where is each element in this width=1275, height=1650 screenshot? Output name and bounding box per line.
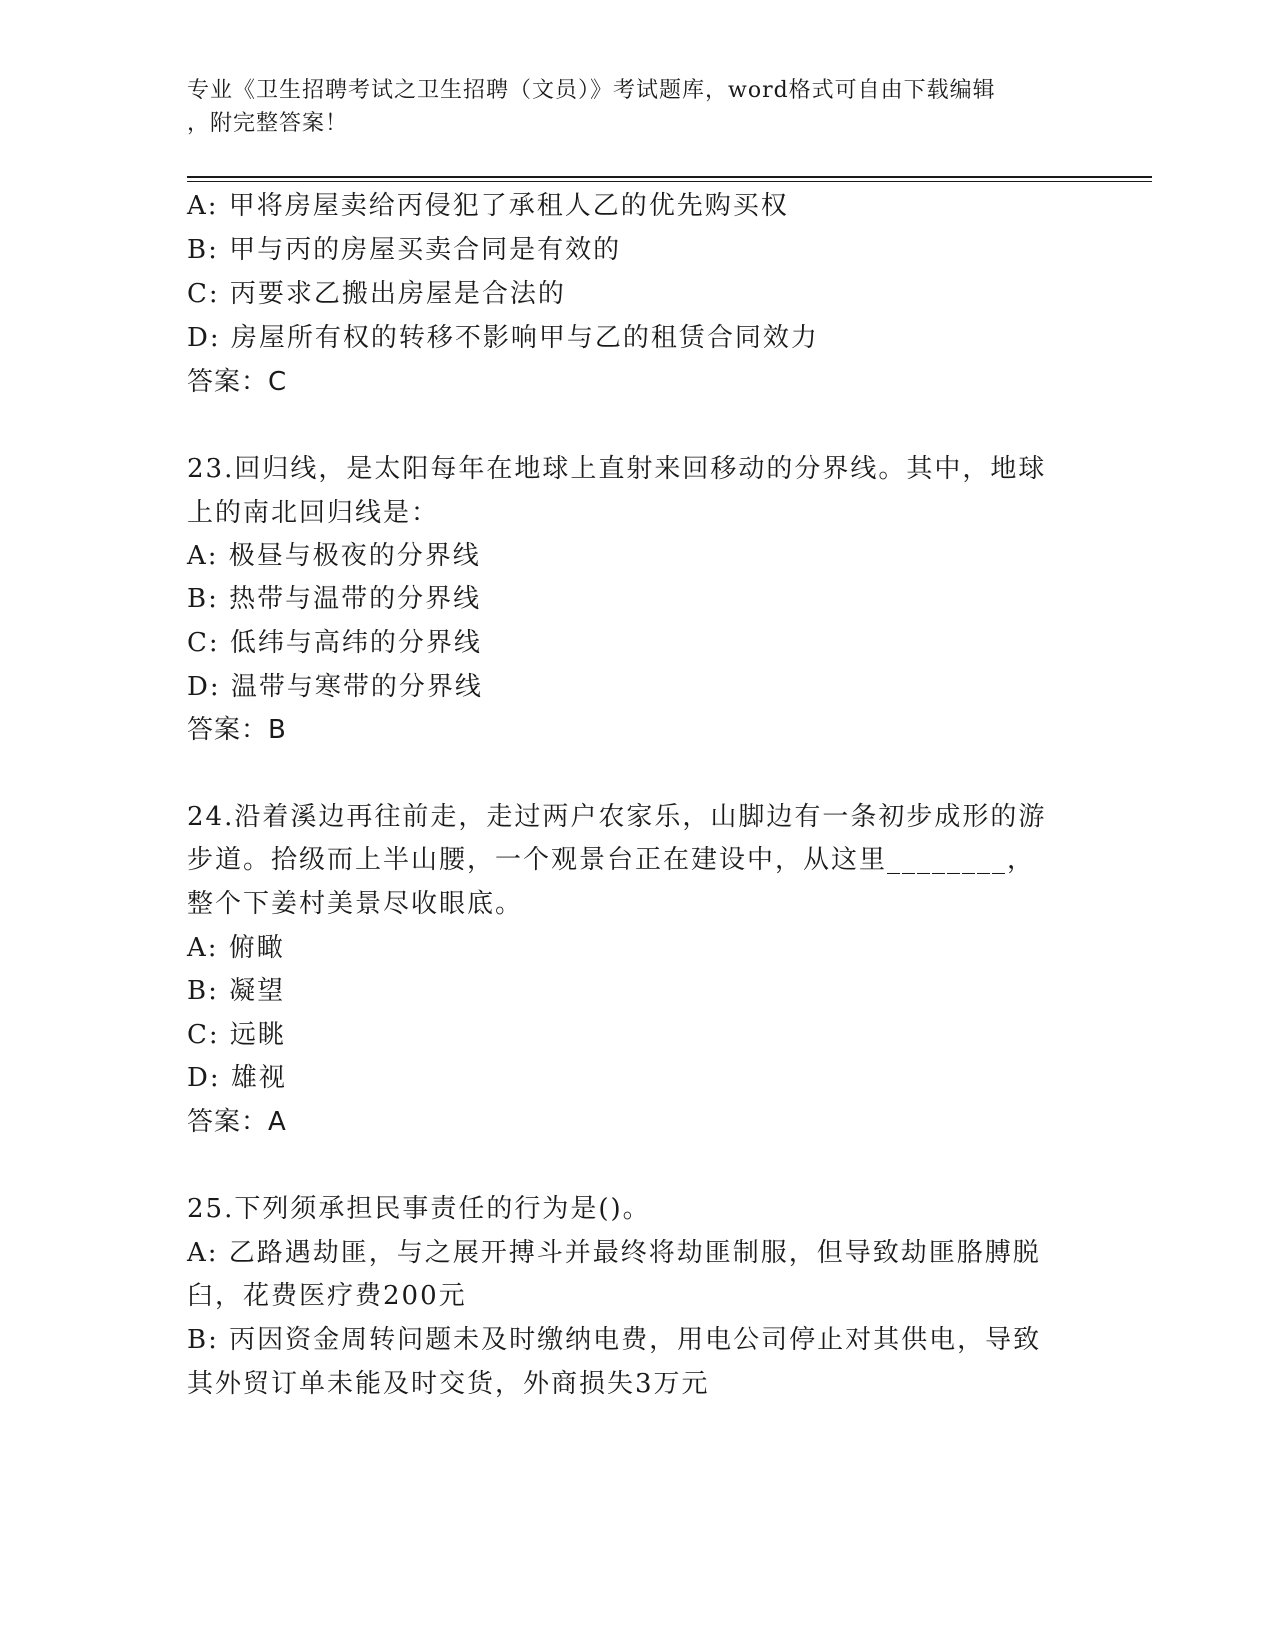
q24-option-c: C: 远眺: [187, 1020, 286, 1050]
q24-stem-line-1: 24.沿着溪边再往前走，走过两户农家乐，山脚边有一条初步成形的游: [187, 802, 1047, 832]
q24-option-a: A: 俯瞰: [187, 933, 285, 963]
q22-option-a: A: 甲将房屋卖给丙侵犯了承租人乙的优先购买权: [187, 191, 789, 221]
q23-answer: 答案：B: [187, 715, 287, 745]
q25-stem: 25.下列须承担民事责任的行为是()。: [187, 1194, 651, 1224]
q24-option-b: B: 凝望: [187, 976, 286, 1006]
q23-option-d: D: 温带与寒带的分界线: [187, 672, 483, 702]
q25-option-a-line-1: A: 乙路遇劫匪，与之展开搏斗并最终将劫匪制服，但导致劫匪胳膊脱: [187, 1238, 1041, 1268]
q22-option-b: B: 甲与丙的房屋买卖合同是有效的: [187, 235, 622, 265]
q25-option-b-line-1: B: 丙因资金周转问题未及时缴纳电费，用电公司停止对其供电，导致: [187, 1325, 1042, 1355]
q23-stem-line-2: 上的南北回归线是：: [187, 498, 440, 528]
q24-stem-line-2: 步道。拾级而上半山腰，一个观景台正在建设中，从这里________，: [187, 845, 1036, 875]
q24-stem-line-3: 整个下姜村美景尽收眼底。: [187, 889, 524, 919]
header-line-1: 专业《卫生招聘考试之卫生招聘（文员）》考试题库，word格式可自由下载编辑: [187, 78, 996, 103]
header-line-2: ，附完整答案！: [187, 111, 349, 136]
q22-option-d: D: 房屋所有权的转移不影响甲与乙的租赁合同效力: [187, 323, 819, 353]
q22-option-c: C: 丙要求乙搬出房屋是合法的: [187, 279, 566, 309]
q25-option-a-line-2: 臼，花费医疗费200元: [187, 1281, 467, 1311]
q24-answer: 答案：A: [187, 1107, 287, 1137]
q23-option-c: C: 低纬与高纬的分界线: [187, 628, 482, 658]
q24-option-d: D: 雄视: [187, 1063, 287, 1093]
header-rule-thick: [187, 176, 1152, 178]
q23-option-a: A: 极昼与极夜的分界线: [187, 541, 481, 571]
q23-stem-line-1: 23.回归线，是太阳每年在地球上直射来回移动的分界线。其中，地球: [187, 454, 1047, 484]
q23-option-b: B: 热带与温带的分界线: [187, 584, 482, 614]
document-header: [187, 74, 1067, 140]
q22-answer: 答案：C: [187, 367, 288, 397]
q25-option-b-line-2: 其外贸订单未能及时交货，外商损失3万元: [187, 1369, 710, 1399]
header-rule-thin: [187, 181, 1152, 182]
